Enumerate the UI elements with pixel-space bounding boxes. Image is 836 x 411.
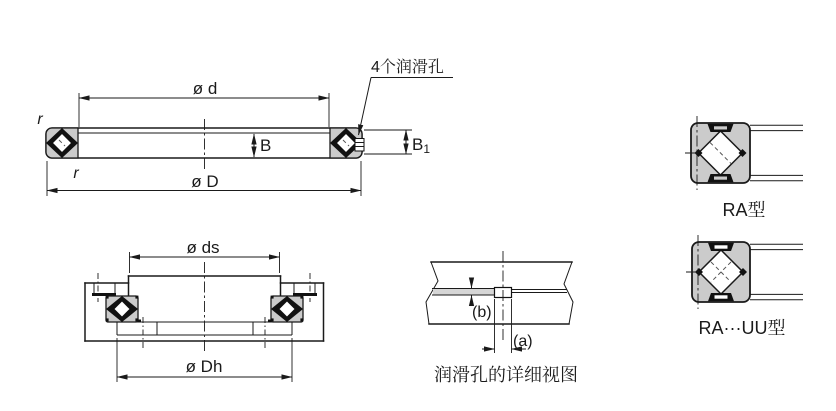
dimension-D (47, 161, 361, 196)
dimension-B (254, 134, 271, 157)
bearing-cross-section-figure (37, 58, 453, 196)
shield-top (708, 124, 734, 132)
leader-line (359, 78, 372, 136)
dimension-d (79, 79, 329, 127)
dimension-B1 (364, 130, 430, 156)
dim-D-label: ø D (191, 172, 219, 191)
dim-d-label: ø d (192, 79, 218, 98)
lube-hole-detail-figure (426, 251, 578, 385)
dimension-b (472, 279, 492, 321)
dim-a-label: (a) (513, 333, 533, 350)
type-symbol-ra-uu (686, 235, 803, 338)
shield-bottom (708, 174, 734, 182)
roller-section-left (106, 296, 139, 322)
type-ra-label: RA型 (722, 200, 766, 220)
dim-B1-label: B1 (412, 135, 431, 156)
type-symbol-ra (685, 116, 803, 220)
mounting-figure (85, 238, 324, 382)
detail-caption: 润滑孔的详细视图 (434, 365, 578, 385)
lube-holes-callout (359, 58, 454, 135)
r-label-top: r (37, 111, 43, 128)
roller-section-left (46, 128, 78, 158)
dim-B-label: B (260, 136, 272, 155)
dim-ds-label: ø ds (186, 238, 220, 257)
lubrication-hole (355, 139, 364, 152)
seal-top (708, 243, 734, 251)
roller-section-right (271, 296, 304, 322)
r-label-bottom: r (73, 165, 79, 182)
type-ra-uu-label: RA···UU型 (698, 318, 786, 338)
dim-Dh-label: ø Dh (185, 357, 223, 376)
lube-holes-callout-text: 4个润滑孔 (371, 59, 444, 76)
dim-b-label: (b) (472, 304, 492, 321)
seal-bottom (708, 293, 734, 301)
